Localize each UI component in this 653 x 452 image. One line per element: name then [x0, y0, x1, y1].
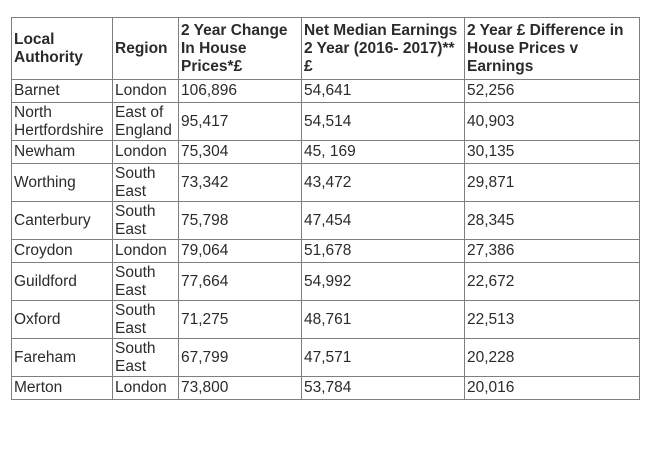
cell-price-change: 75,798: [179, 202, 302, 240]
table-row: [12, 301, 640, 339]
cell-authority: Guildford: [12, 263, 113, 301]
cell-earnings: 45, 169: [302, 141, 465, 164]
cell-region: South East: [113, 339, 179, 377]
cell-earnings: 43,472: [302, 164, 465, 202]
cell-region: East of England: [113, 103, 179, 141]
cell-price-change: 77,664: [179, 263, 302, 301]
cell-authority: Fareham: [12, 339, 113, 377]
cell-authority: Oxford: [12, 301, 113, 339]
cell-earnings: 54,992: [302, 263, 465, 301]
header-net-median-earnings: Net Median Earnings 2 Year (2016- 2017)** £: [302, 18, 465, 80]
cell-difference: 29,871: [465, 164, 640, 202]
cell-authority: North Hertfordshire: [12, 103, 113, 141]
cell-earnings: 48,761: [302, 301, 465, 339]
table-row: [12, 202, 640, 240]
header-local-authority: Local Authority: [12, 18, 113, 80]
cell-authority: Newham: [12, 141, 113, 164]
cell-earnings: 47,571: [302, 339, 465, 377]
cell-region: South East: [113, 263, 179, 301]
cell-difference: 22,672: [465, 263, 640, 301]
cell-earnings: 53,784: [302, 377, 465, 400]
cell-difference: 22,513: [465, 301, 640, 339]
cell-price-change: 73,342: [179, 164, 302, 202]
header-house-price-change: 2 Year Change In House Prices*£: [179, 18, 302, 80]
table-row: [12, 141, 640, 164]
cell-price-change: 79,064: [179, 240, 302, 263]
cell-region: South East: [113, 202, 179, 240]
cell-region: London: [113, 240, 179, 263]
cell-authority: Croydon: [12, 240, 113, 263]
cell-price-change: 71,275: [179, 301, 302, 339]
cell-authority: Canterbury: [12, 202, 113, 240]
table-row: [12, 263, 640, 301]
cell-earnings: 47,454: [302, 202, 465, 240]
cell-earnings: 51,678: [302, 240, 465, 263]
house-price-table: [11, 17, 640, 400]
cell-price-change: 95,417: [179, 103, 302, 141]
header-row: [12, 18, 640, 80]
header-difference: 2 Year £ Difference in House Prices v Earnings: [465, 18, 640, 80]
cell-authority: Merton: [12, 377, 113, 400]
cell-difference: 28,345: [465, 202, 640, 240]
table-row: [12, 80, 640, 103]
cell-region: London: [113, 80, 179, 103]
cell-authority: Barnet: [12, 80, 113, 103]
cell-price-change: 106,896: [179, 80, 302, 103]
cell-region: South East: [113, 164, 179, 202]
cell-price-change: 75,304: [179, 141, 302, 164]
cell-region: London: [113, 377, 179, 400]
cell-difference: 20,228: [465, 339, 640, 377]
cell-earnings: 54,514: [302, 103, 465, 141]
cell-difference: 40,903: [465, 103, 640, 141]
table-row: [12, 377, 640, 400]
cell-difference: 27,386: [465, 240, 640, 263]
table-row: [12, 240, 640, 263]
cell-price-change: 73,800: [179, 377, 302, 400]
cell-difference: 30,135: [465, 141, 640, 164]
table-row: [12, 164, 640, 202]
cell-authority: Worthing: [12, 164, 113, 202]
cell-earnings: 54,641: [302, 80, 465, 103]
table-row: [12, 103, 640, 141]
cell-price-change: 67,799: [179, 339, 302, 377]
cell-difference: 20,016: [465, 377, 640, 400]
header-region: Region: [113, 18, 179, 80]
cell-region: London: [113, 141, 179, 164]
cell-difference: 52,256: [465, 80, 640, 103]
cell-region: South East: [113, 301, 179, 339]
table-row: [12, 339, 640, 377]
